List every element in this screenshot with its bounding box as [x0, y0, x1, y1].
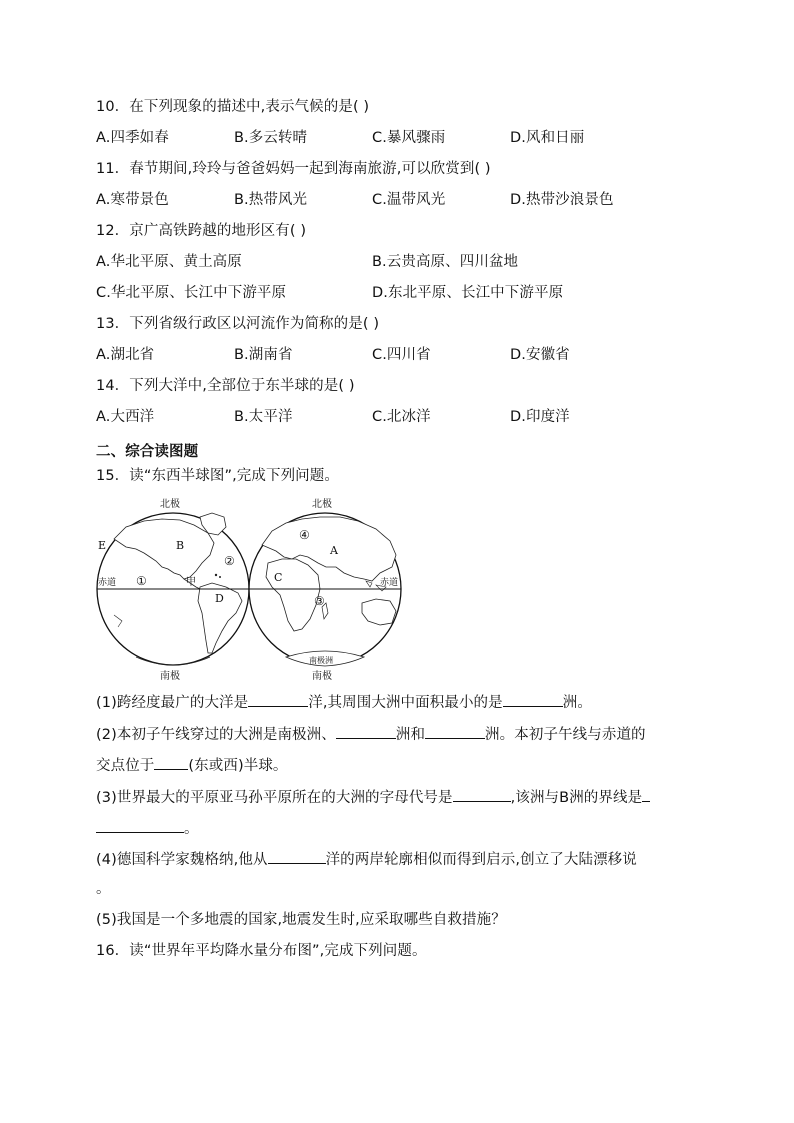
answer-blank[interactable]: [96, 817, 184, 833]
question-13-options: [96, 345, 716, 365]
question-14-options: [96, 407, 716, 427]
answer-blank[interactable]: [642, 786, 650, 802]
label-a: A: [330, 544, 338, 557]
answer-blank[interactable]: [503, 691, 563, 707]
option-b[interactable]: B.多云转晴: [234, 130, 308, 146]
question-15-4-line2: 。: [96, 881, 111, 897]
answer-blank[interactable]: [248, 691, 308, 707]
question-10-options: [96, 128, 716, 148]
option-c[interactable]: C.四川省: [372, 347, 431, 363]
option-b[interactable]: B.热带风光: [234, 192, 308, 208]
option-c[interactable]: C.北冰洋: [372, 409, 431, 425]
option-a[interactable]: A.寒带景色: [96, 192, 169, 208]
question-12-options-row2: [96, 283, 716, 303]
label-ocean-3: ③: [314, 594, 325, 608]
label-c: C: [274, 571, 283, 584]
option-a[interactable]: A.湖北省: [96, 347, 155, 363]
north-pole-label-east: 北极: [312, 499, 332, 510]
answer-blank[interactable]: [453, 786, 511, 802]
option-d[interactable]: D.热带沙浪景色: [510, 192, 614, 208]
label-jia: 甲: [186, 577, 196, 588]
hemispheres-map: [96, 495, 402, 683]
question-11-options: [96, 190, 716, 210]
label-d: D: [215, 592, 224, 605]
question-14-stem: 14．下列大洋中,全部位于东半球的是( ): [96, 378, 355, 394]
answer-blank[interactable]: [154, 754, 188, 770]
label-ocean-4: ④: [299, 528, 310, 542]
equator-label-west: 赤道: [98, 578, 117, 588]
section-heading: 二、综合读图题: [96, 444, 199, 460]
north-pole-label-west: 北极: [160, 499, 180, 510]
option-d[interactable]: D.印度洋: [510, 409, 570, 425]
option-c[interactable]: C.暴风骤雨: [372, 130, 446, 146]
option-d[interactable]: D.安徽省: [510, 347, 570, 363]
option-b[interactable]: B.云贵高原、四川盆地: [372, 254, 519, 270]
option-a[interactable]: A.四季如春: [96, 130, 169, 146]
south-pole-label-west: 南极: [160, 671, 180, 682]
option-b[interactable]: B.太平洋: [234, 409, 293, 425]
question-15-5: (5)我国是一个多地震的国家,地震发生时,应采取哪些自救措施？: [96, 912, 506, 928]
label-ocean-1: ①: [136, 574, 147, 588]
option-b[interactable]: B.湖南省: [234, 347, 293, 363]
option-d[interactable]: D.东北平原、长江中下游平原: [372, 285, 564, 301]
question-12-options-row1: [96, 252, 716, 272]
label-ocean-2: ②: [224, 554, 235, 568]
question-15-2-line1: (2)本初子午线穿过的大洲是南极洲、 洲和 洲。本初子午线与赤道的: [96, 723, 646, 745]
question-15-3-line2: 。: [96, 817, 199, 839]
question-13-stem: 13．下列省级行政区以河流作为简称的是( ): [96, 316, 380, 332]
south-pole-label-east: 南极: [312, 671, 332, 682]
question-15-4-line1: (4)德国科学家魏格纳,他从 洋的两岸轮廓相似而得到启示,创立了大陆漂移说: [96, 848, 637, 870]
question-15-1: (1)跨经度最广的大洋是 洋,其周围大洲中面积最小的是 洲。: [96, 691, 592, 713]
option-c[interactable]: C.华北平原、长江中下游平原: [96, 285, 287, 301]
question-15-2-line2: 交点位于 (东或西)半球。: [96, 754, 288, 776]
option-c[interactable]: C.温带风光: [372, 192, 446, 208]
label-b: B: [176, 539, 185, 552]
answer-blank[interactable]: [336, 723, 396, 739]
equator-label-east: 赤道: [380, 578, 399, 588]
question-15-stem: 15．读“东西半球图”,完成下列问题。: [96, 468, 339, 484]
question-15-3-line1: (3)世界最大的平原亚马孙平原所在的大洲的字母代号是 ,该洲与B洲的界线是: [96, 786, 650, 808]
option-a[interactable]: A.大西洋: [96, 409, 155, 425]
label-e: E: [98, 539, 107, 552]
option-d[interactable]: D.风和日丽: [510, 130, 585, 146]
answer-blank[interactable]: [268, 848, 326, 864]
question-11-stem: 11．春节期间,玲玲与爸爸妈妈一起到海南旅游,可以欣赏到( ): [96, 161, 491, 177]
question-12-stem: 12．京广高铁跨越的地形区有( ): [96, 223, 307, 239]
question-10-stem: 10．在下列现象的描述中,表示气候的是( ): [96, 99, 370, 115]
answer-blank[interactable]: [425, 723, 485, 739]
antarctica-label: 南极洲: [309, 656, 333, 665]
question-16-stem: 16．读“世界年平均降水量分布图”,完成下列问题。: [96, 943, 427, 959]
option-a[interactable]: A.华北平原、黄土高原: [96, 254, 242, 270]
